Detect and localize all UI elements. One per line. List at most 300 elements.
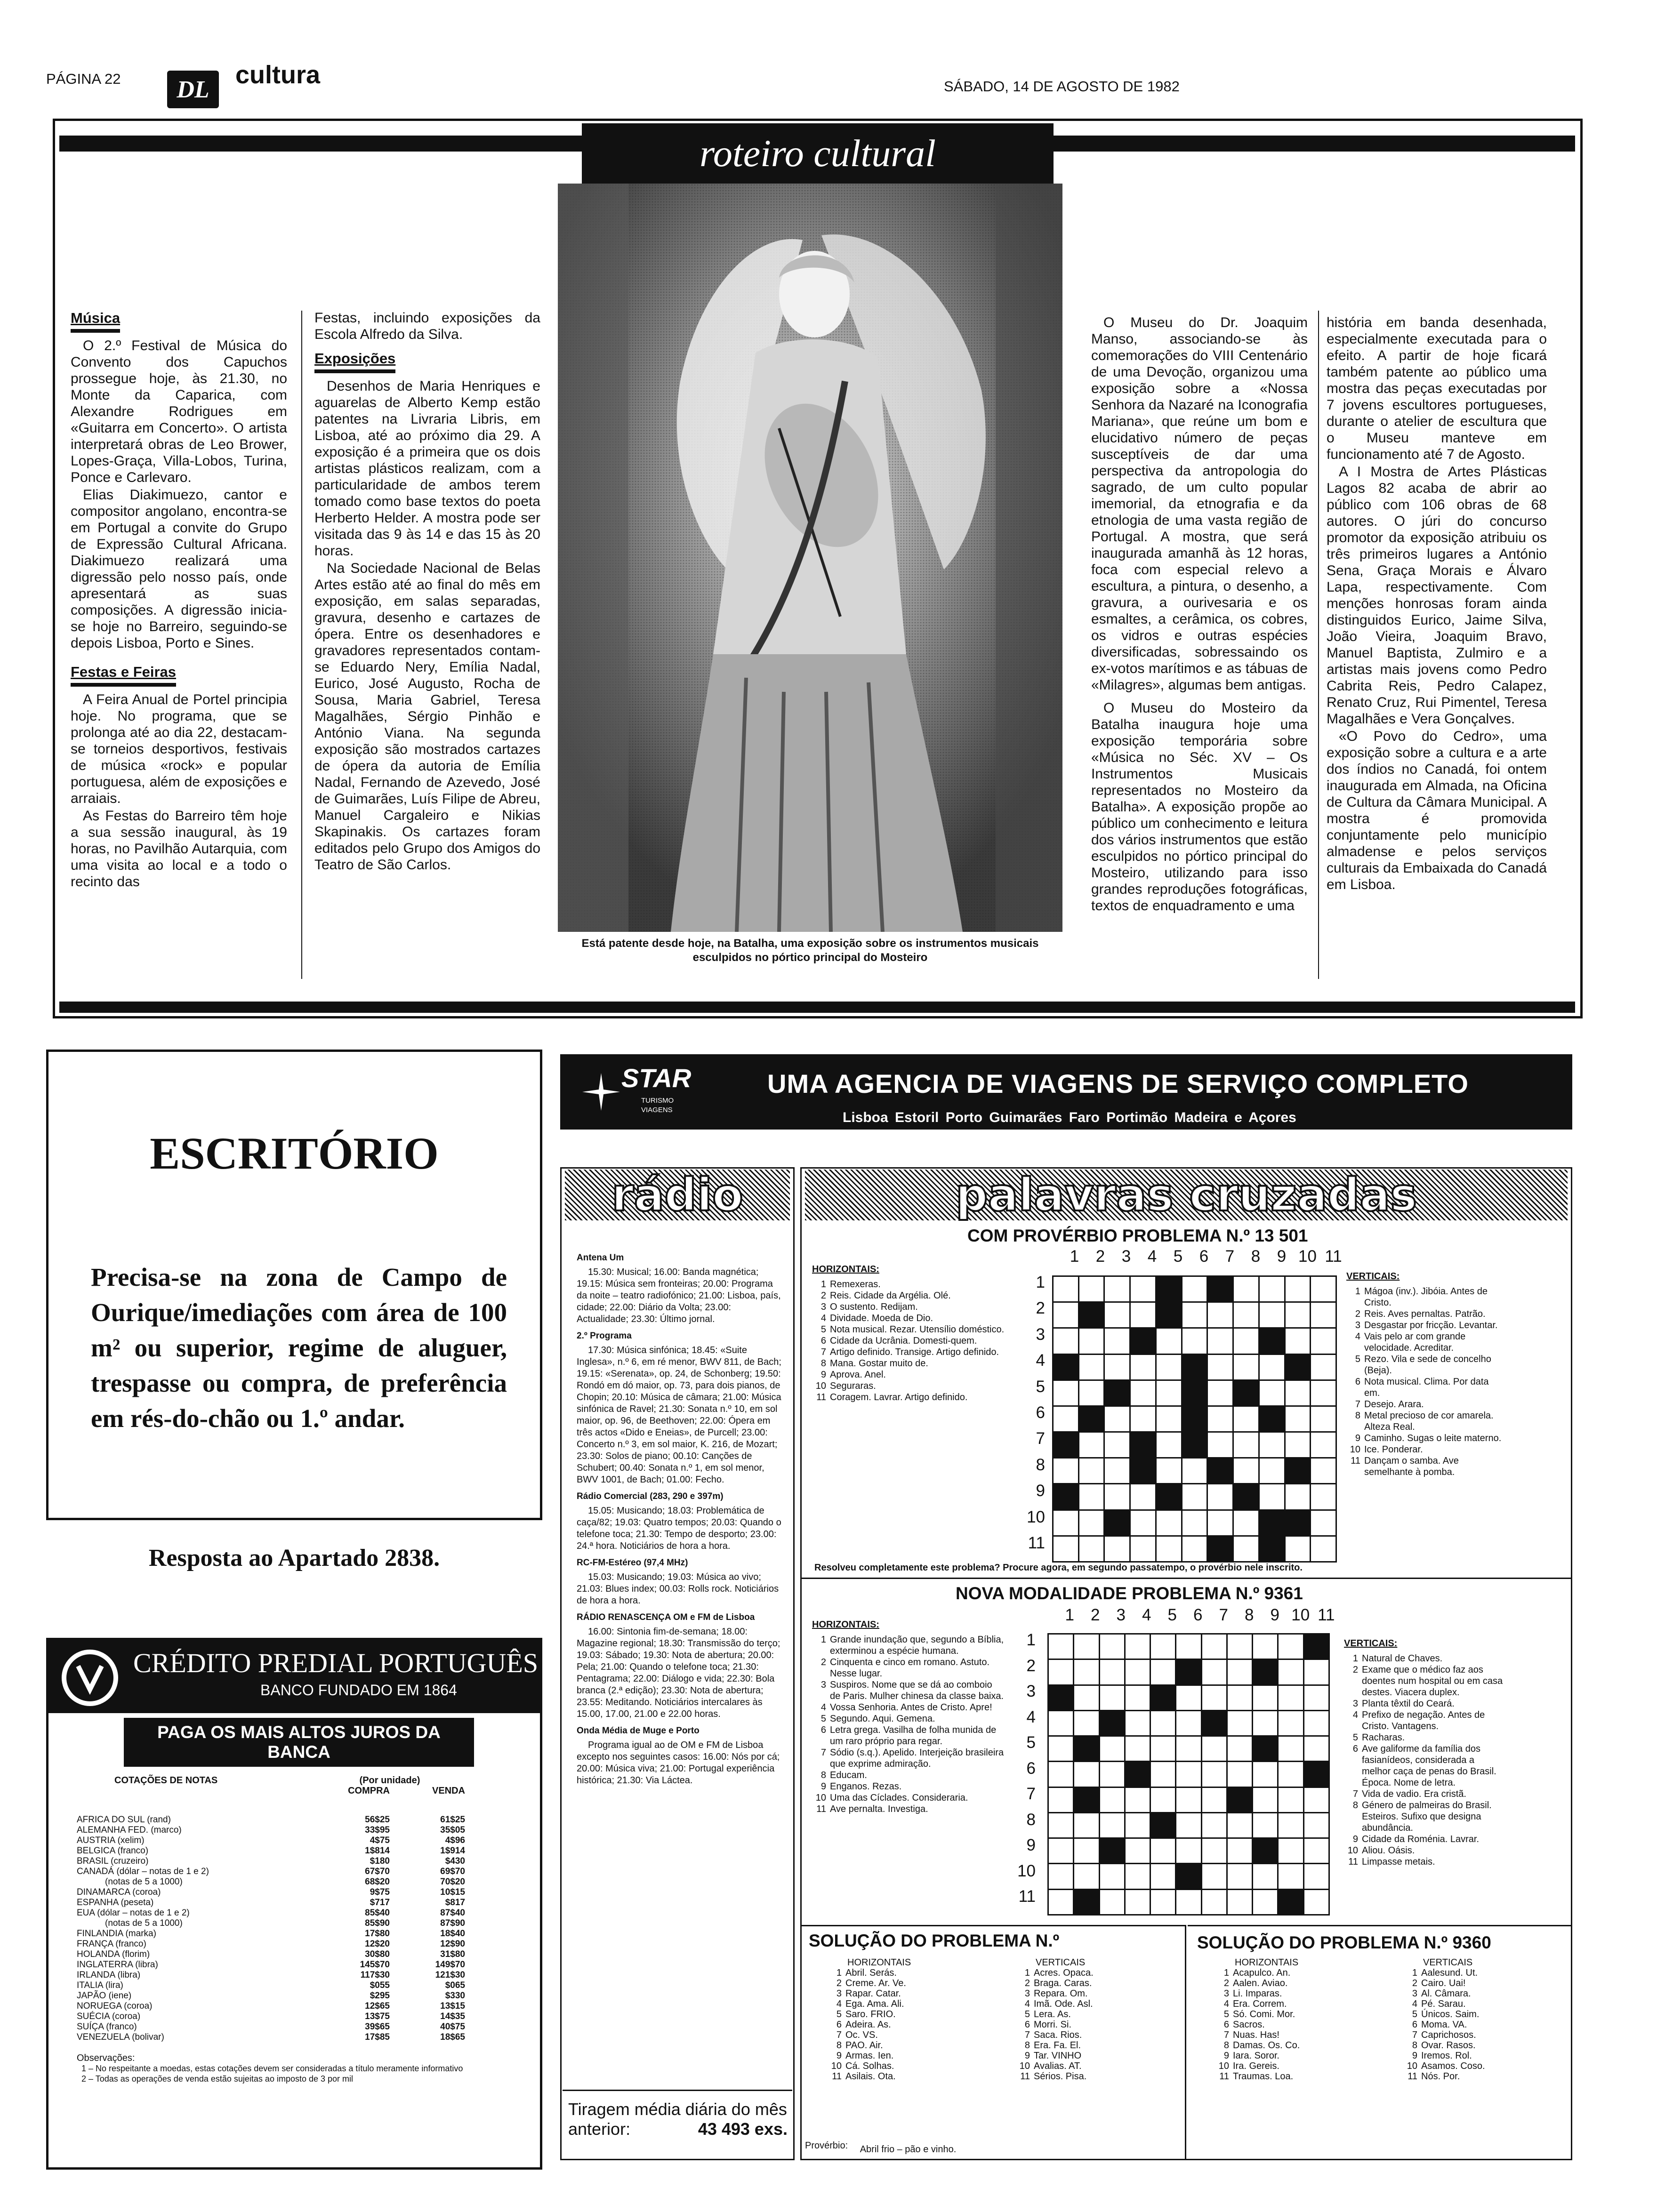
clue-item <box>1404 2071 1560 2082</box>
grid-row-number: 5 <box>1026 1733 1036 1752</box>
clue-item <box>1346 1410 1502 1433</box>
clue-text: Rezo. Vila e sede de concelho (Beja). <box>1364 1354 1491 1376</box>
grid-cell[interactable] <box>1054 1329 1079 1354</box>
grid-cell[interactable] <box>1105 1484 1131 1510</box>
grid-cell[interactable] <box>1253 1890 1279 1915</box>
clue-item <box>812 1324 1010 1335</box>
grid-cell[interactable] <box>1126 1737 1151 1762</box>
grid-cell[interactable] <box>1176 1788 1202 1813</box>
grid-cell[interactable] <box>1202 1686 1228 1711</box>
problem-1-grid[interactable] <box>1052 1275 1337 1563</box>
grid-cell[interactable] <box>1049 1890 1074 1915</box>
grid-cell[interactable] <box>1286 1329 1311 1354</box>
grid-cell[interactable] <box>1126 1813 1151 1839</box>
grid-cell[interactable] <box>1182 1277 1208 1303</box>
grid-cell[interactable] <box>1260 1355 1286 1381</box>
grid-cell[interactable] <box>1105 1329 1131 1354</box>
clue-number: 11 <box>1408 2071 1417 2082</box>
grid-cell[interactable] <box>1208 1329 1234 1354</box>
grid-cell[interactable] <box>1279 1839 1304 1864</box>
grid-cell[interactable] <box>1176 1711 1202 1737</box>
grid-cell[interactable] <box>1286 1407 1311 1433</box>
grid-block <box>1253 1660 1279 1685</box>
grid-col-number: 6 <box>1193 1606 1203 1624</box>
clue-text: Educam. <box>830 1770 867 1780</box>
grid-cell[interactable] <box>1304 1660 1330 1685</box>
grid-cell[interactable] <box>1049 1660 1074 1685</box>
grid-row-number: 4 <box>1026 1707 1036 1726</box>
grid-cell[interactable] <box>1126 1635 1151 1660</box>
grid-col-number: 4 <box>1142 1606 1151 1624</box>
clue-number: 7 <box>1352 1789 1358 1799</box>
grid-cell[interactable] <box>1151 1788 1176 1813</box>
clue-number: 1 <box>836 1968 842 1978</box>
grid-cell[interactable] <box>1176 1737 1202 1762</box>
grid-col-number: 7 <box>1219 1606 1228 1624</box>
rate-sell: 70$20 <box>440 1877 465 1887</box>
grid-cell[interactable] <box>1208 1484 1234 1510</box>
grid-cell[interactable] <box>1079 1329 1105 1354</box>
grid-cell[interactable] <box>1228 1864 1253 1890</box>
grid-cell[interactable] <box>1286 1433 1311 1459</box>
problem-1-footer: Resolveu completamente este problema? Procure agora, em segundo passatempo, o provérbio nele inscrito. <box>814 1563 1303 1573</box>
clue-text: Asamos. Coso. <box>1421 2061 1485 2071</box>
clue-text: Prefixo de negação. Antes de Cristo. Vantagens. <box>1362 1710 1485 1731</box>
grid-cell[interactable] <box>1182 1329 1208 1354</box>
grid-cell[interactable] <box>1100 1660 1126 1685</box>
radio-onda-media: Onda Média de Muge e Porto <box>577 1726 700 1736</box>
grid-cell[interactable] <box>1286 1537 1311 1563</box>
rate-row <box>77 2022 526 2032</box>
grid-cell[interactable] <box>1228 1711 1253 1737</box>
obs-title: Observações: <box>77 2053 135 2063</box>
grid-cell[interactable] <box>1304 1839 1330 1864</box>
paragraph-festas-cont: Festas, incluindo exposições da Escola Alfredo da Silva. <box>314 310 540 342</box>
grid-cell[interactable] <box>1253 1762 1279 1787</box>
grid-cell[interactable] <box>1208 1355 1234 1381</box>
problem-2-grid[interactable] <box>1047 1633 1330 1915</box>
grid-cell[interactable] <box>1176 1839 1202 1864</box>
grid-cell[interactable] <box>1208 1303 1234 1329</box>
grid-cell[interactable] <box>1253 1711 1279 1737</box>
roteiro-banner-text: roteiro cultural <box>700 132 936 175</box>
grid-cell[interactable] <box>1126 1839 1151 1864</box>
grid-cell[interactable] <box>1105 1355 1131 1381</box>
grid-cell[interactable] <box>1079 1355 1105 1381</box>
rate-sell: 149$70 <box>435 1960 465 1970</box>
grid-cell[interactable] <box>1079 1381 1105 1407</box>
grid-cell[interactable] <box>1126 1890 1151 1915</box>
grid-cell[interactable] <box>1100 1737 1126 1762</box>
clue-number: 4 <box>1412 1999 1417 2009</box>
grid-cell[interactable] <box>1253 1635 1279 1660</box>
grid-cell[interactable] <box>1311 1303 1337 1329</box>
grid-col-number: 7 <box>1225 1247 1235 1266</box>
grid-cell[interactable] <box>1131 1303 1157 1329</box>
grid-cell[interactable] <box>1151 1711 1176 1737</box>
paragraph-snba: Na Sociedade Nacional de Belas Artes estão até ao final do mês em exposição, em salas separadas, gravura, desenho e cartazes de ópera. Entre os desenhadores e gravadores representados contam-se Eduardo Nery, Emília Nadal, Eurico, José Augusto, Rocha de Sousa, Maria Gabriel, Teresa Magalhães, Sérgio Pinhão e António Viana. Na segunda exposição são mostrados cartazes de ópera da autoria de Emília Nadal, Fernando de Azevedo, José de Guimarães, Luís Filipe de Abreu, Manuel Cargaleiro e Nikias Skapinakis. Os cartazes foram editados pelo Grupo dos Amigos do Teatro de São Carlos. <box>314 561 540 873</box>
grid-cell[interactable] <box>1100 1788 1126 1813</box>
grid-cell[interactable] <box>1079 1537 1105 1563</box>
grid-cell[interactable] <box>1131 1277 1157 1303</box>
grid-cell[interactable] <box>1279 1737 1304 1762</box>
grid-cell[interactable] <box>1279 1686 1304 1711</box>
grid-cell[interactable] <box>1074 1711 1100 1737</box>
grid-cell[interactable] <box>1176 1686 1202 1711</box>
grid-cell[interactable] <box>1131 1484 1157 1510</box>
problem-1-row-numbers <box>1022 1273 1045 1560</box>
grid-cell[interactable] <box>1100 1864 1126 1890</box>
grid-cell[interactable] <box>1311 1407 1337 1433</box>
grid-cell[interactable] <box>1074 1660 1100 1685</box>
clue-text: Segundo. Aqui. Gemena. <box>830 1714 935 1724</box>
radio-renascenca-text: 16.00: Sintonia fim-de-semana; 18.00: Magazine regional; 18.30: Transmissão do terço; 19.03: Sábado; 19.30: Nota de abertura; 20.00: Pela; 21.00: Quando o telefone toca; 21.30: Pentagrama; 22.00: Diálogo e vida; 22.30: Bola branca (2.ª edição); 23.30: Nota de abertura; 23.55: Meditando. Noticiários intercalares às 15.00, 17.00, 21.00 e 22.00 horas. <box>577 1627 780 1719</box>
radio-title: rádio <box>611 1169 743 1221</box>
clue-item <box>812 1803 1005 1815</box>
grid-cell[interactable] <box>1182 1484 1208 1510</box>
clue-text: Nós. Por. <box>1421 2071 1460 2082</box>
clue-text: Armas. Ien. <box>845 2051 894 2061</box>
grid-col-number: 2 <box>1095 1247 1105 1266</box>
paragraph-cedro: «O Povo do Cedro», uma exposição sobre a cultura e a arte dos índios no Canadá, foi ontem inaugurada em Almada, na Oficina de Cultura da Câmara Municipal. A mostra é promovida conjuntamente pelo município almadense e pelos serviços culturais da Embaixada do Canadá em Lisboa. <box>1327 729 1547 892</box>
grid-cell[interactable] <box>1253 1686 1279 1711</box>
grid-block <box>1105 1511 1131 1537</box>
clue-item <box>812 1781 1005 1792</box>
grid-cell[interactable] <box>1253 1864 1279 1890</box>
clue-item <box>1216 2061 1404 2071</box>
grid-cell[interactable] <box>1208 1433 1234 1459</box>
grid-cell[interactable] <box>1157 1459 1182 1484</box>
grid-block <box>1260 1511 1286 1537</box>
solution-2-horizontals <box>1216 1957 1404 2082</box>
rate-sell: 87$90 <box>440 1918 465 1928</box>
clue-number: 8 <box>836 2040 842 2051</box>
grid-cell[interactable] <box>1202 1864 1228 1890</box>
grid-cell[interactable] <box>1126 1660 1151 1685</box>
grid-cell[interactable] <box>1202 1839 1228 1864</box>
clue-number: 10 <box>1347 1845 1358 1856</box>
clue-number: 2 <box>1223 1978 1229 1988</box>
clue-number: 9 <box>820 1370 826 1380</box>
grid-cell[interactable] <box>1157 1407 1182 1433</box>
grid-cell[interactable] <box>1311 1459 1337 1484</box>
grid-cell[interactable] <box>1054 1537 1079 1563</box>
grid-cell[interactable] <box>1279 1788 1304 1813</box>
grid-block <box>1176 1864 1202 1890</box>
grid-cell[interactable] <box>1234 1303 1260 1329</box>
rates-table <box>48 1767 540 2084</box>
grid-cell[interactable] <box>1131 1511 1157 1537</box>
grid-cell[interactable] <box>1234 1433 1260 1459</box>
rate-currency: IRLANDA (libra) <box>77 1970 141 1980</box>
grid-cell[interactable] <box>1049 1788 1074 1813</box>
grid-cell[interactable] <box>1151 1762 1176 1787</box>
grid-cell[interactable] <box>1126 1864 1151 1890</box>
grid-cell[interactable] <box>1202 1788 1228 1813</box>
grid-cell[interactable] <box>1105 1303 1131 1329</box>
grid-cell[interactable] <box>1157 1329 1182 1354</box>
grid-cell[interactable] <box>1054 1381 1079 1407</box>
grid-cell[interactable] <box>1151 1864 1176 1890</box>
grid-cell[interactable] <box>1157 1381 1182 1407</box>
grid-col-number: 1 <box>1070 1247 1079 1266</box>
grid-cell[interactable] <box>1157 1511 1182 1537</box>
grid-cell[interactable] <box>1202 1660 1228 1685</box>
grid-cell[interactable] <box>1228 1737 1253 1762</box>
rate-buy: $295 <box>370 1991 390 2001</box>
grid-cell[interactable] <box>1131 1355 1157 1381</box>
grid-cell[interactable] <box>1182 1459 1208 1484</box>
problem-1-v-list <box>1346 1286 1502 1478</box>
grid-cell[interactable] <box>1176 1890 1202 1915</box>
grid-cell[interactable] <box>1182 1537 1208 1563</box>
grid-cell[interactable] <box>1202 1890 1228 1915</box>
grid-cell[interactable] <box>1279 1864 1304 1890</box>
grid-cell[interactable] <box>1054 1459 1079 1484</box>
grid-cell[interactable] <box>1304 1737 1330 1762</box>
grid-cell[interactable] <box>1286 1381 1311 1407</box>
grid-cell[interactable] <box>1311 1511 1337 1537</box>
radio-segundo-programa: 2.º Programa <box>577 1331 632 1341</box>
grid-cell[interactable] <box>1049 1737 1074 1762</box>
grid-cell[interactable] <box>1151 1839 1176 1864</box>
grid-cell[interactable] <box>1100 1762 1126 1787</box>
clue-text: Creme. Ar. Ve. <box>845 1978 906 1988</box>
grid-cell[interactable] <box>1182 1511 1208 1537</box>
rate-currency: CANADÁ (dólar – notas de 1 e 2) <box>77 1867 209 1876</box>
grid-cell[interactable] <box>1311 1355 1337 1381</box>
rate-row <box>77 1991 526 2001</box>
grid-cell[interactable] <box>1131 1537 1157 1563</box>
grid-cell[interactable] <box>1049 1762 1074 1787</box>
rate-row <box>77 1980 526 1991</box>
grid-cell[interactable] <box>1228 1686 1253 1711</box>
grid-cell[interactable] <box>1049 1839 1074 1864</box>
clue-item <box>1346 1433 1502 1444</box>
grid-cell[interactable] <box>1131 1381 1157 1407</box>
grid-cell[interactable] <box>1100 1635 1126 1660</box>
grid-cell[interactable] <box>1202 1635 1228 1660</box>
grid-cell[interactable] <box>1202 1813 1228 1839</box>
rate-row <box>77 1970 526 1980</box>
grid-cell[interactable] <box>1126 1686 1151 1711</box>
clue-item <box>1344 1845 1504 1856</box>
grid-block <box>1182 1355 1208 1381</box>
grid-cell[interactable] <box>1054 1407 1079 1433</box>
grid-cell[interactable] <box>1208 1407 1234 1433</box>
star-logo-sub2: VIAGENS <box>641 1106 673 1114</box>
grid-cell[interactable] <box>1208 1381 1234 1407</box>
grid-cell[interactable] <box>1049 1635 1074 1660</box>
grid-cell[interactable] <box>1202 1762 1228 1787</box>
clue-text: Ovar. Rasos. <box>1421 2040 1476 2051</box>
clue-number: 8 <box>1352 1800 1358 1811</box>
grid-row-number: 9 <box>1036 1482 1045 1500</box>
grid-cell[interactable] <box>1074 1813 1100 1839</box>
rate-buy: 4$75 <box>370 1835 390 1845</box>
problem-2-row-numbers <box>1012 1631 1036 1913</box>
grid-cell[interactable] <box>1228 1890 1253 1915</box>
grid-cell[interactable] <box>1234 1407 1260 1433</box>
clue-text: Acapulco. An. <box>1233 1968 1291 1978</box>
heading-musica: Música <box>71 310 120 333</box>
grid-cell[interactable] <box>1100 1890 1126 1915</box>
grid-cell[interactable] <box>1157 1537 1182 1563</box>
grid-cell[interactable] <box>1176 1813 1202 1839</box>
grid-cell[interactable] <box>1260 1484 1286 1510</box>
rates-rows <box>77 1815 526 2043</box>
grid-cell[interactable] <box>1228 1635 1253 1660</box>
grid-cell[interactable] <box>1311 1484 1337 1510</box>
clue-item <box>1346 1354 1502 1376</box>
grid-cell[interactable] <box>1079 1433 1105 1459</box>
grid-cell[interactable] <box>1260 1433 1286 1459</box>
grid-cell[interactable] <box>1054 1277 1079 1303</box>
grid-block <box>1151 1813 1176 1839</box>
grid-block <box>1157 1277 1182 1303</box>
grid-cell[interactable] <box>1049 1711 1074 1737</box>
grid-cell[interactable] <box>1079 1459 1105 1484</box>
grid-cell[interactable] <box>1049 1864 1074 1890</box>
grid-cell[interactable] <box>1079 1511 1105 1537</box>
star-headline: UMA AGENCIA DE VIAGENS DE SERVIÇO COMPLETO <box>767 1069 1469 1098</box>
problem-2-title: NOVA MODALIDADE PROBLEMA N.º 9361 <box>956 1584 1303 1603</box>
grid-cell[interactable] <box>1260 1459 1286 1484</box>
grid-cell[interactable] <box>1074 1864 1100 1890</box>
grid-cell[interactable] <box>1311 1433 1337 1459</box>
problem-1-v-title: VERTICAIS: <box>1346 1271 1400 1282</box>
clue-text: Repara. Om. <box>1034 1988 1088 1999</box>
grid-cell[interactable] <box>1234 1511 1260 1537</box>
grid-cell[interactable] <box>1126 1788 1151 1813</box>
grid-cell[interactable] <box>1234 1329 1260 1354</box>
credito-predial-ad <box>46 1638 542 2170</box>
grid-cell[interactable] <box>1228 1813 1253 1839</box>
grid-cell[interactable] <box>1049 1813 1074 1839</box>
grid-cell[interactable] <box>1286 1303 1311 1329</box>
grid-cell[interactable] <box>1279 1813 1304 1839</box>
grid-cell[interactable] <box>1304 1813 1330 1839</box>
grid-cell[interactable] <box>1311 1381 1337 1407</box>
rate-row <box>77 1867 526 1877</box>
grid-cell[interactable] <box>1131 1407 1157 1433</box>
grid-cell[interactable] <box>1279 1660 1304 1685</box>
grid-cell[interactable] <box>1234 1277 1260 1303</box>
grid-cell[interactable] <box>1304 1711 1330 1737</box>
grid-cell[interactable] <box>1176 1635 1202 1660</box>
grid-cell[interactable] <box>1228 1762 1253 1787</box>
grid-cell[interactable] <box>1253 1788 1279 1813</box>
grid-cell[interactable] <box>1304 1788 1330 1813</box>
clue-item <box>1404 2061 1560 2071</box>
clue-text: Vossa Senhoria. Antes de Cristo. Apre! <box>830 1702 992 1713</box>
clue-item <box>1216 1999 1404 2009</box>
clue-text: Limpasse metais. <box>1362 1857 1435 1867</box>
grid-cell[interactable] <box>1279 1762 1304 1787</box>
rate-sell: 10$15 <box>440 1887 465 1897</box>
grid-cell[interactable] <box>1074 1686 1100 1711</box>
grid-cell[interactable] <box>1311 1537 1337 1563</box>
grid-cell[interactable] <box>1304 1864 1330 1890</box>
radio-listings <box>577 1247 784 1788</box>
clue-item <box>1344 1743 1504 1788</box>
grid-cell[interactable] <box>1234 1459 1260 1484</box>
clue-item <box>1344 1698 1504 1709</box>
clue-item <box>1344 1800 1504 1834</box>
grid-cell[interactable] <box>1286 1277 1311 1303</box>
grid-cell[interactable] <box>1176 1762 1202 1787</box>
grid-cell[interactable] <box>1253 1813 1279 1839</box>
clue-item <box>1017 1999 1172 2009</box>
grid-cell[interactable] <box>1074 1635 1100 1660</box>
grid-cell[interactable] <box>1157 1355 1182 1381</box>
rate-sell: 61$25 <box>440 1815 465 1825</box>
grid-cell[interactable] <box>1074 1762 1100 1787</box>
grid-cell[interactable] <box>1304 1686 1330 1711</box>
rate-currency: FRANÇA (franco) <box>77 1939 146 1949</box>
grid-cell[interactable] <box>1054 1511 1079 1537</box>
grid-cell[interactable] <box>1105 1537 1131 1563</box>
clue-number: 11 <box>832 2071 842 2082</box>
grid-cell[interactable] <box>1202 1737 1228 1762</box>
grid-cell[interactable] <box>1079 1484 1105 1510</box>
grid-cell[interactable] <box>1105 1407 1131 1433</box>
grid-cell[interactable] <box>1279 1635 1304 1660</box>
grid-cell[interactable] <box>1157 1433 1182 1459</box>
grid-cell[interactable] <box>1182 1303 1208 1329</box>
grid-cell[interactable] <box>1304 1890 1330 1915</box>
clue-text: Aalen. Aviao. <box>1233 1978 1288 1988</box>
grid-cell[interactable] <box>1260 1381 1286 1407</box>
grid-cell[interactable] <box>1234 1537 1260 1563</box>
rate-buy: 12$65 <box>365 2001 390 2011</box>
grid-cell[interactable] <box>1311 1277 1337 1303</box>
clue-item <box>828 2071 1017 2082</box>
clue-item <box>1017 1978 1172 1988</box>
clue-number: 5 <box>1024 2009 1030 2020</box>
clue-item <box>812 1279 1010 1290</box>
clue-item <box>812 1358 1010 1369</box>
grid-cell[interactable] <box>1151 1737 1176 1762</box>
rate-sell: 14$35 <box>440 2012 465 2021</box>
grid-cell[interactable] <box>1151 1890 1176 1915</box>
grid-cell[interactable] <box>1279 1711 1304 1737</box>
grid-cell[interactable] <box>1054 1303 1079 1329</box>
grid-cell[interactable] <box>1228 1660 1253 1685</box>
grid-cell[interactable] <box>1151 1635 1176 1660</box>
grid-cell[interactable] <box>1126 1711 1151 1737</box>
grid-cell[interactable] <box>1100 1686 1126 1711</box>
grid-cell[interactable] <box>1105 1433 1131 1459</box>
grid-cell[interactable] <box>1286 1484 1311 1510</box>
grid-cell[interactable] <box>1234 1355 1260 1381</box>
grid-cell[interactable] <box>1228 1839 1253 1864</box>
grid-cell[interactable] <box>1079 1277 1105 1303</box>
grid-cell[interactable] <box>1105 1277 1131 1303</box>
credito-header <box>48 1640 540 1713</box>
paragraph-banda: história em banda desenhada, especialmente executada para o efeito. A partir de hoje ficará também patente ao público uma mostra das peças executadas por 7 jovens escultores portugueses, durante o atelier de escultura que o Museu manteve em funcionamento até 7 de Agosto. <box>1327 315 1547 462</box>
grid-cell[interactable] <box>1074 1839 1100 1864</box>
clue-text: Artigo definido. Transige. Artigo definido. <box>830 1347 999 1357</box>
grid-cell[interactable] <box>1105 1459 1131 1484</box>
grid-cell[interactable] <box>1311 1329 1337 1354</box>
grid-cell[interactable] <box>1208 1511 1234 1537</box>
grid-cell[interactable] <box>1151 1660 1176 1685</box>
clue-item <box>828 2040 1017 2051</box>
grid-cell[interactable] <box>1100 1813 1126 1839</box>
grid-cell[interactable] <box>1260 1277 1286 1303</box>
grid-cell[interactable] <box>1260 1303 1286 1329</box>
